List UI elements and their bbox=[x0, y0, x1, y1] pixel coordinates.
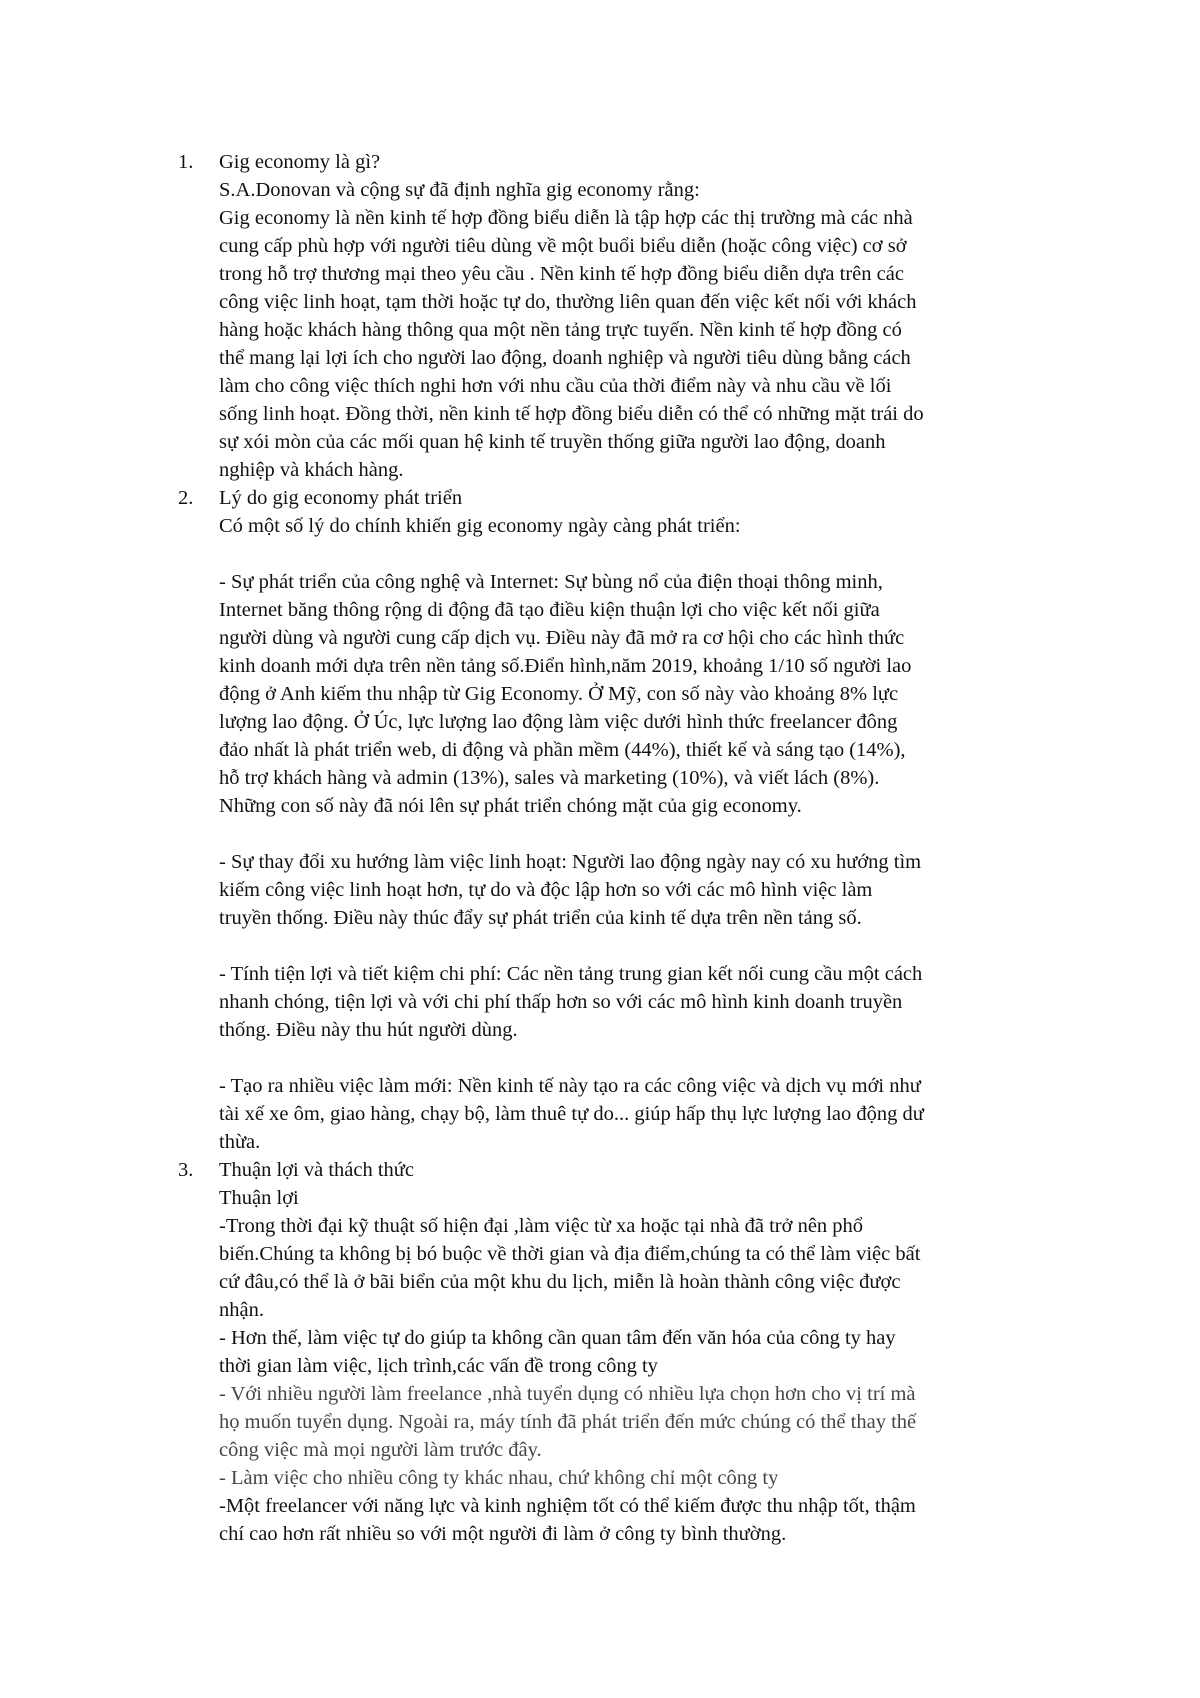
blank-line bbox=[219, 820, 1079, 848]
section-heading: Lý do gig economy phát triển bbox=[219, 487, 463, 509]
text-line: sống linh hoạt. Đồng thời, nền kinh tế hợp đồng biểu diễn có thể có những mặt trái do bbox=[219, 403, 924, 425]
text-line: hỗ trợ khách hàng và admin (13%), sales và marketing (10%), và viết lách (8%). bbox=[219, 767, 880, 789]
text-line: S.A.Donovan và cộng sự đã định nghĩa gig economy rằng: bbox=[219, 179, 700, 201]
text-line: trong hỗ trợ thương mại theo yêu cầu . Nền kinh tế hợp đồng biểu diễn dựa trên các bbox=[219, 263, 904, 285]
list-item-body bbox=[219, 148, 1079, 484]
text-line: - Sự thay đổi xu hướng làm việc linh hoạt: Người lao động ngày nay có xu hướng tìm bbox=[219, 851, 922, 873]
section-heading: Gig economy là gì? bbox=[219, 151, 381, 173]
subheading: Thuận lợi bbox=[219, 1187, 299, 1209]
text-line: chí cao hơn rất nhiều so với một người đi làm ở công ty bình thường. bbox=[219, 1523, 787, 1545]
text-line: truyền thống. Điều này thúc đẩy sự phát triển của kinh tế dựa trên nền tảng số. bbox=[219, 907, 862, 929]
text-line: sự xói mòn của các mối quan hệ kinh tế truyền thống giữa người lao động, doanh bbox=[219, 431, 886, 453]
text-line: -Một freelancer với năng lực và kinh nghiệm tốt có thể kiếm được thu nhập tốt, thậm bbox=[219, 1495, 916, 1517]
section-heading: Thuận lợi và thách thức bbox=[219, 1159, 415, 1181]
blank-line bbox=[219, 1044, 1079, 1072]
text-line: họ muốn tuyển dụng. Ngoài ra, máy tính đã phát triển đến mức chúng có thể thay thế bbox=[219, 1411, 917, 1433]
text-line: thể mang lại lợi ích cho người lao động, doanh nghiệp và người tiêu dùng bằng cách bbox=[219, 347, 911, 369]
text-line: -Trong thời đại kỹ thuật số hiện đại ,làm việc từ xa hoặc tại nhà đã trở nên phổ bbox=[219, 1215, 864, 1237]
text-line: thừa. bbox=[219, 1131, 261, 1153]
list-number: 2. bbox=[178, 487, 194, 509]
text-line: động ở Anh kiếm thu nhập từ Gig Economy. Ở Mỹ, con số này vào khoảng 8% lực bbox=[219, 683, 899, 705]
text-line: biến.Chúng ta không bị bó buộc về thời gian và địa điểm,chúng ta có thể làm việc bất bbox=[219, 1243, 921, 1265]
text-line: kinh doanh mới dựa trên nền tảng số.Điển hình,năm 2019, khoảng 1/10 số người lao bbox=[219, 655, 912, 677]
text-line: - Tính tiện lợi và tiết kiệm chi phí: Các nền tảng trung gian kết nối cung cầu một cách bbox=[219, 963, 923, 985]
text-line: hàng hoặc khách hàng thông qua một nền tảng trực tuyến. Nền kinh tế hợp đồng có bbox=[219, 319, 902, 341]
blank-line bbox=[219, 932, 1079, 960]
list-item-body bbox=[219, 484, 1079, 1156]
text-line: thống. Điều này thu hút người dùng. bbox=[219, 1019, 518, 1041]
list-number: 3. bbox=[178, 1159, 194, 1181]
text-line: công việc linh hoạt, tạm thời hoặc tự do, thường liên quan đến việc kết nối với khách bbox=[219, 291, 917, 313]
text-line: Internet băng thông rộng di động đã tạo điều kiện thuận lợi cho việc kết nối giữa bbox=[219, 599, 880, 621]
text-line: nghiệp và khách hàng. bbox=[219, 459, 404, 481]
list-item-body bbox=[219, 1156, 1079, 1548]
text-line: lượng lao động. Ở Úc, lực lượng lao động làm việc dưới hình thức freelancer đông bbox=[219, 711, 898, 733]
text-line: - Sự phát triển của công nghệ và Internet: Sự bùng nổ của điện thoại thông minh, bbox=[219, 571, 883, 593]
text-line: làm cho công việc thích nghi hơn với nhu cầu của thời điểm này và nhu cầu về lối bbox=[219, 375, 892, 397]
text-line: cứ đâu,có thể là ở bãi biển của một khu du lịch, miễn là hoàn thành công việc được bbox=[219, 1271, 901, 1293]
text-line: cung cấp phù hợp với người tiêu dùng về một buổi biểu diễn (hoặc công việc) cơ sở bbox=[219, 235, 907, 257]
blank-line bbox=[219, 540, 1079, 568]
text-line: người dùng và người cung cấp dịch vụ. Điều này đã mở ra cơ hội cho các hình thức bbox=[219, 627, 905, 649]
text-line: kiếm công việc linh hoạt hơn, tự do và độc lập hơn so với các mô hình việc làm bbox=[219, 879, 873, 901]
text-line: đảo nhất là phát triển web, di động và phần mềm (44%), thiết kế và sáng tạo (14%), bbox=[219, 739, 906, 761]
text-line: tài xế xe ôm, giao hàng, chạy bộ, làm thuê tự do... giúp hấp thụ lực lượng lao động dư bbox=[219, 1103, 924, 1125]
text-line: thời gian làm việc, lịch trình,các vấn đề trong công ty bbox=[219, 1355, 658, 1377]
text-line: Gig economy là nền kinh tế hợp đồng biểu diễn là tập hợp các thị trường mà các nhà bbox=[219, 207, 913, 229]
text-line: công việc mà mọi người làm trước đây. bbox=[219, 1439, 542, 1461]
text-line: Có một số lý do chính khiến gig economy ngày càng phát triển: bbox=[219, 515, 741, 537]
list-number: 1. bbox=[178, 151, 194, 173]
text-line: - Với nhiều người làm freelance ,nhà tuyển dụng có nhiều lựa chọn hơn cho vị trí mà bbox=[219, 1383, 916, 1405]
text-line: nhanh chóng, tiện lợi và với chi phí thấp hơn so với các mô hình kinh doanh truyền bbox=[219, 991, 903, 1013]
text-line: Những con số này đã nói lên sự phát triển chóng mặt của gig economy. bbox=[219, 795, 802, 817]
text-line: nhận. bbox=[219, 1299, 264, 1321]
text-line: - Tạo ra nhiều việc làm mới: Nền kinh tế này tạo ra các công việc và dịch vụ mới như bbox=[219, 1075, 921, 1097]
text-line: - Làm việc cho nhiều công ty khác nhau, chứ không chỉ một công ty bbox=[219, 1467, 779, 1489]
text-line: - Hơn thế, làm việc tự do giúp ta không cần quan tâm đến văn hóa của công ty hay bbox=[219, 1327, 896, 1349]
